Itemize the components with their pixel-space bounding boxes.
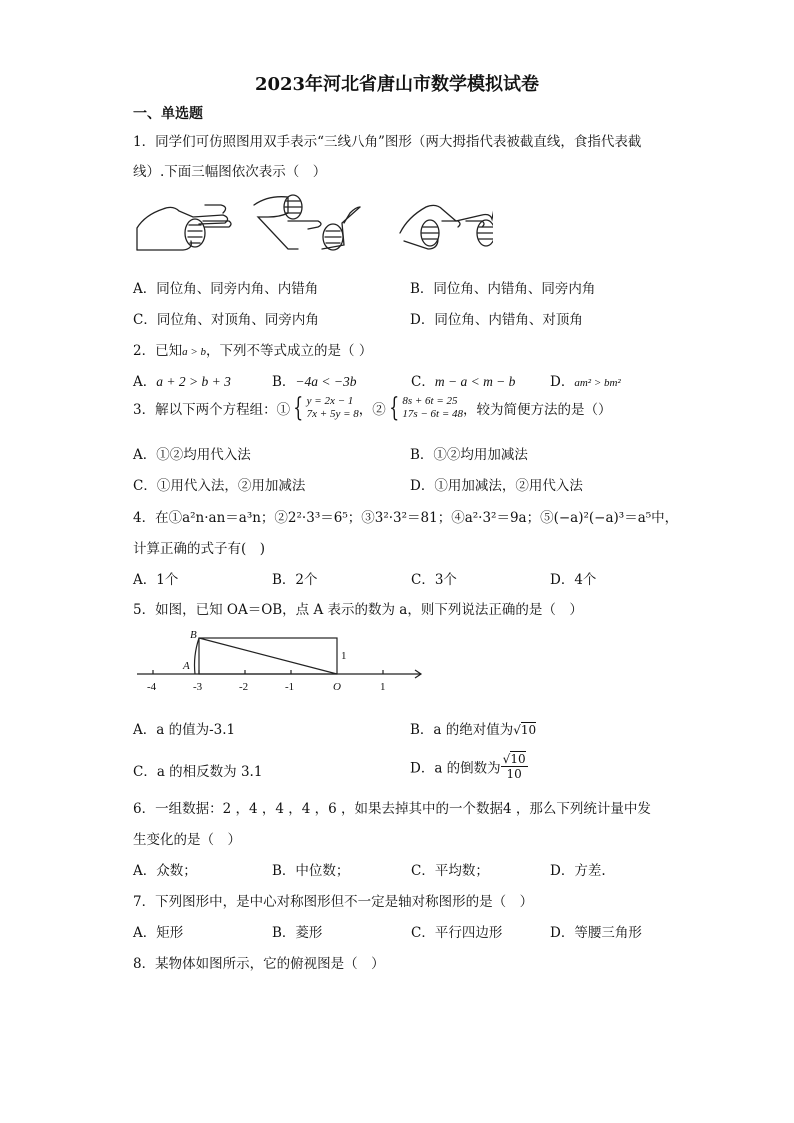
q2-option-a[interactable] <box>133 370 272 390</box>
q3-brace-2: { <box>389 393 400 423</box>
q5-option-d-numerator: √10 <box>502 752 526 766</box>
hands-figure-3 <box>400 205 493 249</box>
q3-system-2-eq1: 8s + 6t = 25 <box>402 395 458 407</box>
q2-option-c-label: C． <box>411 374 435 390</box>
q3-stem-pre: 3．解以下两个方程组：① <box>133 402 291 418</box>
q8-stem: 8．某物体如图所示，它的俯视图是（ ） <box>133 956 385 972</box>
q5-option-d-label: D．a 的倒数为 <box>410 760 501 777</box>
arc-ba <box>195 638 200 674</box>
q3-option-a[interactable]: A．①②均用代入法 <box>133 447 251 463</box>
q2-stem-post: ，下列不等式成立的是（ ） <box>206 343 373 359</box>
q3-stem <box>133 395 612 421</box>
q3-system-1 <box>307 395 359 421</box>
q5-option-c[interactable]: C．a 的相反数为 3.1 <box>133 764 263 780</box>
q3-option-c[interactable]: C．①用代入法，②用加减法 <box>133 478 306 494</box>
q5-option-a[interactable]: A．a 的值为-3.1 <box>133 722 236 738</box>
q2-stem-pre: 2．已知 <box>133 343 183 359</box>
q1-stem-line1: 1．同学们可仿照图用双手表示“三线八角”图形（两大拇指代表被截直线，食指代表截 <box>133 134 642 150</box>
q2-option-d-math: am² > bm² <box>574 377 621 389</box>
q2-stem <box>133 339 372 359</box>
tick-label-neg4: -4 <box>147 681 157 693</box>
q5-option-b[interactable] <box>410 718 687 738</box>
height-label: 1 <box>341 650 347 662</box>
q4-stem-line1: 4．在①a²n·an＝a³n；②2²·3³＝6⁵；③3²·3²＝81；④a²·3²＝9a；⑤(−a)²(−a)³＝a⁵中， <box>133 510 679 526</box>
tick-label-origin: O <box>333 681 341 693</box>
q5-option-b-radicand: 10 <box>520 723 537 737</box>
q6-option-a[interactable]: A．众数； <box>133 863 197 879</box>
q1-option-c[interactable]: C．同位角、对顶角、同旁内角 <box>133 312 319 328</box>
q6-stem-line1: 6．一组数据：2 ，4 ，4 ，4 ，6 ，如果去掉其中的一个数据4 ，那么下列统计量中发 <box>133 801 651 817</box>
q4-option-b[interactable]: B．2个 <box>272 572 318 588</box>
tick-label-1: 1 <box>380 681 386 693</box>
q4-option-d[interactable]: D．4个 <box>550 572 597 588</box>
q3-system-1-eq1: y = 2x − 1 <box>306 395 354 407</box>
q3-system-2 <box>402 395 463 421</box>
q2-option-a-label: A． <box>133 374 157 390</box>
hands-figure-2 <box>254 195 360 250</box>
q2-option-c-math: m − a < m − b <box>434 374 516 389</box>
q5-option-d-denominator: 10 <box>506 767 522 781</box>
q6-option-c[interactable]: C．平均数； <box>411 863 489 879</box>
q3-system-1-eq2: 7x + 5y = 8 <box>306 408 359 420</box>
point-label-b: B <box>190 629 197 641</box>
q5-option-d[interactable] <box>410 752 687 781</box>
q4-stem-line2: 计算正确的式子有( ) <box>133 541 266 557</box>
q5-option-b-label: B．a 的绝对值为 <box>410 722 514 738</box>
q2-option-b-label: B． <box>272 374 296 390</box>
q7-option-a[interactable]: A．矩形 <box>133 925 184 941</box>
q2-option-b-math: −4a < −3b <box>295 374 357 389</box>
q2-option-a-math: a + 2 > b + 3 <box>156 374 231 389</box>
tick-label-neg1: -1 <box>285 681 295 693</box>
q6-option-d[interactable]: D．方差. <box>550 863 606 879</box>
page-title: 2023年河北省唐山市数学模拟试卷 <box>254 74 540 95</box>
q3-system-2-eq2: 17s − 6t = 48 <box>402 408 463 420</box>
q7-stem: 7．下列图形中，是中心对称图形但不一定是轴对称图形的是（ ） <box>133 894 534 910</box>
q7-option-b[interactable]: B．菱形 <box>272 925 323 941</box>
q3-separator: ，② <box>358 402 386 418</box>
q4-option-a[interactable]: A．1个 <box>133 572 179 588</box>
q2-option-d-label: D． <box>550 374 575 390</box>
hands-figure <box>133 193 493 255</box>
q6-stem-line2: 生变化的是（ ） <box>133 832 241 848</box>
q5-option-d-numerator-radicand: 10 <box>510 752 526 766</box>
q1-option-a[interactable]: A．同位角、同旁内角、内错角 <box>133 281 319 297</box>
q5-option-d-fraction <box>501 752 528 781</box>
section-heading: 一、单选题 <box>133 106 203 122</box>
q7-option-d[interactable]: D．等腰三角形 <box>550 925 642 941</box>
q3-option-b[interactable]: B．①②均用加减法 <box>410 447 528 463</box>
q1-option-b[interactable]: B．同位角、内错角、同旁内角 <box>410 281 596 297</box>
q1-stem-line2: 线）.下面三幅图依次表示（ ） <box>133 164 327 180</box>
hands-figure-1 <box>137 205 231 250</box>
q2-option-b[interactable] <box>272 370 411 390</box>
tick-label-neg3: -3 <box>193 681 203 693</box>
q2-condition: a > b <box>182 346 207 358</box>
q7-option-c[interactable]: C．平行四边形 <box>411 925 503 941</box>
q3-option-d[interactable]: D．①用加减法，②用代入法 <box>410 478 583 494</box>
tick-label-neg2: -2 <box>239 681 249 693</box>
q5-option-b-sqrt: √10 <box>513 723 537 737</box>
q3-stem-post: ，较为简便方法的是（） <box>463 402 612 418</box>
q6-option-b[interactable]: B．中位数； <box>272 863 350 879</box>
point-label-a: A <box>183 660 190 672</box>
q5-stem: 5．如图，已知 OA＝OB，点 A 表示的数为 a，则下列说法正确的是（ ） <box>133 602 583 618</box>
diagonal-ob <box>199 638 337 674</box>
q2-option-c[interactable] <box>411 370 550 390</box>
q2-option-d[interactable] <box>550 370 689 390</box>
q3-brace-1: { <box>293 393 304 423</box>
q1-option-d[interactable]: D．同位角、内错角、对顶角 <box>410 312 583 328</box>
q4-option-c[interactable]: C．3个 <box>411 572 457 588</box>
number-line-figure <box>133 626 433 698</box>
